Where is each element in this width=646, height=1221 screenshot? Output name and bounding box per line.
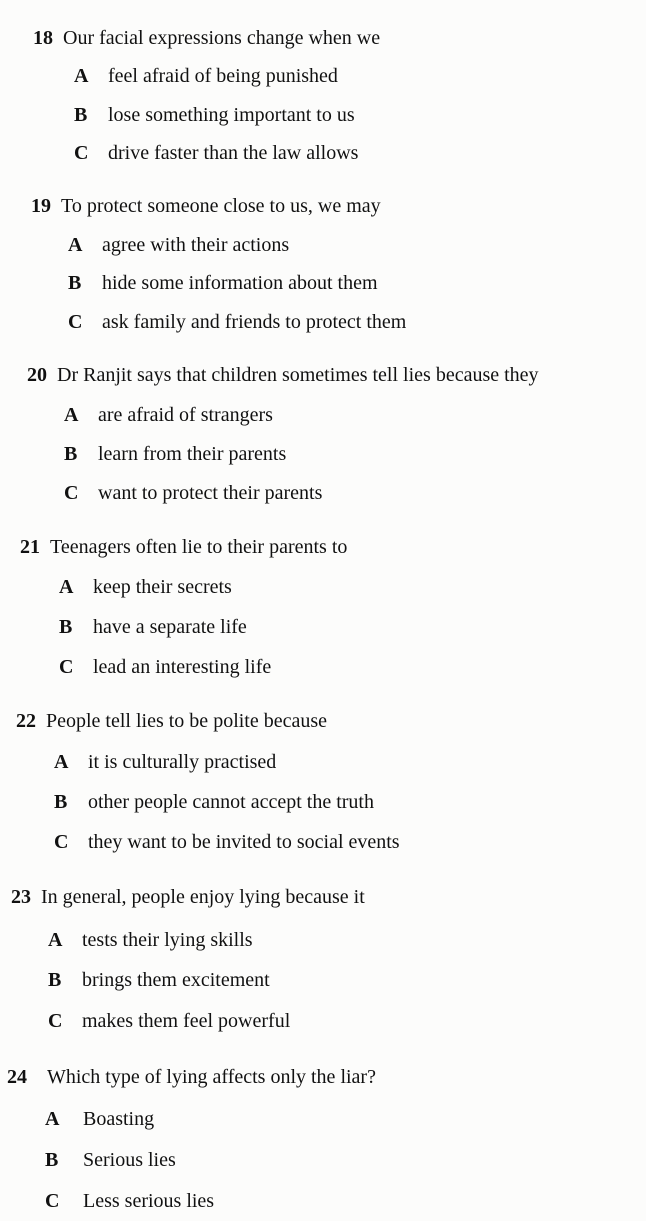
option-text: it is culturally practised bbox=[88, 751, 277, 773]
question-text: Teenagers often lie to their parents to bbox=[50, 536, 348, 558]
option-letter: B bbox=[59, 616, 73, 638]
option-text: makes them feel powerful bbox=[82, 1010, 291, 1032]
option-a[interactable] bbox=[45, 1107, 154, 1131]
question-number: 19 bbox=[31, 195, 51, 217]
question-stem bbox=[27, 363, 539, 387]
option-letter: C bbox=[59, 656, 74, 678]
option-letter: A bbox=[59, 576, 74, 598]
option-a[interactable] bbox=[74, 64, 338, 88]
option-text: tests their lying skills bbox=[82, 929, 253, 951]
option-c[interactable] bbox=[48, 1009, 290, 1033]
option-a[interactable] bbox=[64, 403, 273, 427]
option-letter: C bbox=[54, 831, 69, 853]
question-stem bbox=[33, 26, 380, 50]
option-letter: C bbox=[74, 142, 89, 164]
option-a[interactable] bbox=[68, 233, 289, 257]
option-text: want to protect their parents bbox=[98, 482, 323, 504]
option-c[interactable] bbox=[64, 481, 322, 505]
option-text: lead an interesting life bbox=[93, 656, 272, 678]
option-letter: B bbox=[74, 104, 88, 126]
question-number: 23 bbox=[11, 886, 31, 908]
option-c[interactable] bbox=[68, 310, 406, 334]
option-text: hide some information about them bbox=[102, 272, 378, 294]
option-letter: A bbox=[48, 929, 63, 951]
option-c[interactable] bbox=[74, 141, 358, 165]
question-text: People tell lies to be polite because bbox=[46, 710, 328, 732]
option-text: Boasting bbox=[83, 1108, 155, 1130]
option-a[interactable] bbox=[48, 928, 253, 952]
option-c[interactable] bbox=[45, 1189, 214, 1213]
option-letter: C bbox=[64, 482, 79, 504]
option-b[interactable] bbox=[45, 1148, 176, 1172]
option-letter: B bbox=[68, 272, 82, 294]
question-number: 18 bbox=[33, 27, 53, 49]
option-letter: B bbox=[54, 791, 68, 813]
option-b[interactable] bbox=[68, 271, 378, 295]
option-text: feel afraid of being punished bbox=[108, 65, 338, 87]
question-number: 24 bbox=[7, 1066, 27, 1088]
question-stem bbox=[11, 885, 365, 909]
question-text: To protect someone close to us, we may bbox=[61, 195, 381, 217]
option-text: Serious lies bbox=[83, 1149, 176, 1171]
option-letter: A bbox=[45, 1108, 60, 1130]
question-text: Our facial expressions change when we bbox=[63, 27, 381, 49]
option-letter: B bbox=[48, 969, 62, 991]
option-text: learn from their parents bbox=[98, 443, 287, 465]
option-text: keep their secrets bbox=[93, 576, 232, 598]
option-b[interactable] bbox=[59, 615, 247, 639]
option-letter: B bbox=[64, 443, 78, 465]
question-stem bbox=[7, 1065, 376, 1089]
option-c[interactable] bbox=[59, 655, 271, 679]
option-text: lose something important to us bbox=[108, 104, 355, 126]
question-number: 21 bbox=[20, 536, 40, 558]
option-b[interactable] bbox=[74, 103, 355, 127]
option-b[interactable] bbox=[64, 442, 286, 466]
option-a[interactable] bbox=[54, 750, 276, 774]
option-letter: A bbox=[54, 751, 69, 773]
option-letter: A bbox=[68, 234, 83, 256]
option-letter: A bbox=[64, 404, 79, 426]
option-letter: C bbox=[48, 1010, 63, 1032]
question-text: In general, people enjoy lying because it bbox=[41, 886, 365, 908]
option-text: they want to be invited to social events bbox=[88, 831, 400, 853]
option-text: brings them excitement bbox=[82, 969, 270, 991]
option-letter: C bbox=[68, 311, 83, 333]
option-a[interactable] bbox=[59, 575, 232, 599]
question-text: Which type of lying affects only the liar? bbox=[47, 1066, 376, 1088]
option-b[interactable] bbox=[48, 968, 270, 992]
question-number: 20 bbox=[27, 364, 47, 386]
question-text: Dr Ranjit says that children sometimes tell lies because they bbox=[57, 364, 539, 386]
option-text: agree with their actions bbox=[102, 234, 290, 256]
question-stem bbox=[16, 709, 327, 733]
option-b[interactable] bbox=[54, 790, 374, 814]
option-text: ask family and friends to protect them bbox=[102, 311, 407, 333]
option-text: Less serious lies bbox=[83, 1190, 215, 1212]
option-c[interactable] bbox=[54, 830, 400, 854]
question-stem bbox=[31, 194, 381, 218]
option-text: are afraid of strangers bbox=[98, 404, 273, 426]
question-stem bbox=[20, 535, 347, 559]
question-number: 22 bbox=[16, 710, 36, 732]
option-text: have a separate life bbox=[93, 616, 247, 638]
option-letter: B bbox=[45, 1149, 59, 1171]
option-letter: C bbox=[45, 1190, 60, 1212]
option-letter: A bbox=[74, 65, 89, 87]
option-text: other people cannot accept the truth bbox=[88, 791, 374, 813]
option-text: drive faster than the law allows bbox=[108, 142, 359, 164]
